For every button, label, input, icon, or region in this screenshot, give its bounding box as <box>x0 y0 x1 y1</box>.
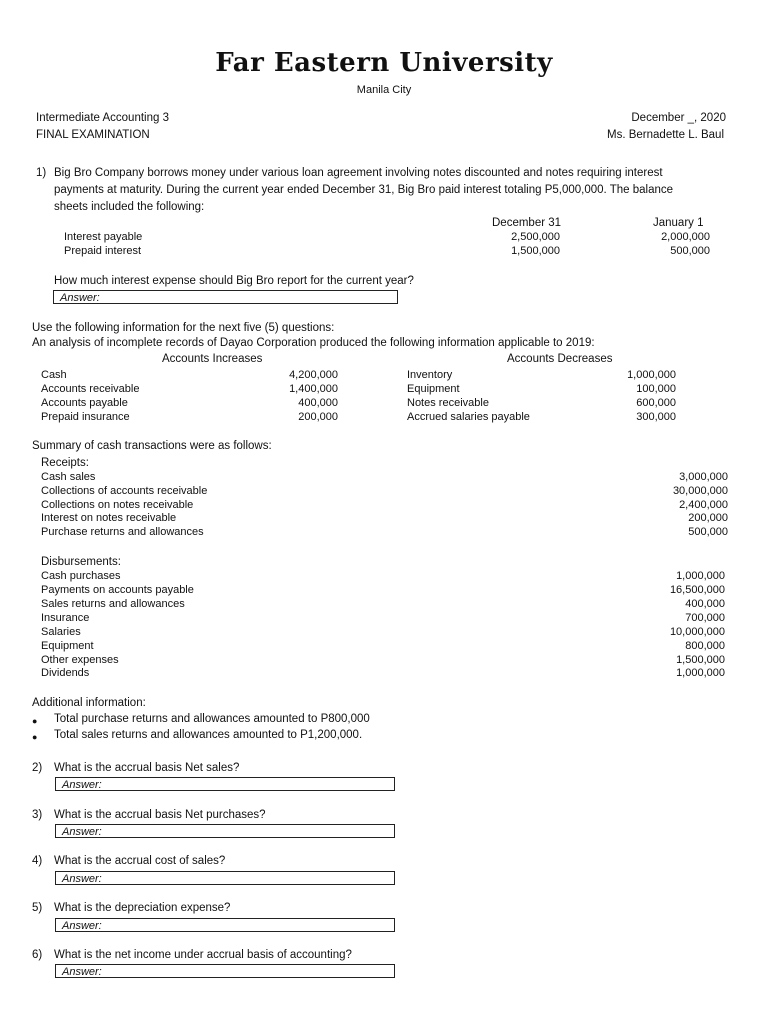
disbursement-value: 400,000 <box>685 598 725 610</box>
disbursement-value: 16,500,000 <box>669 584 725 596</box>
disbursement-value: 700,000 <box>685 612 725 624</box>
disbursement-value: 1,000,000 <box>676 570 725 582</box>
q1-answer-field[interactable]: Answer: <box>53 290 398 304</box>
disbursement-label: Dividends <box>41 667 90 679</box>
receipts-header: Receipts: <box>41 457 89 469</box>
disbursement-label: Sales returns and allowances <box>41 598 185 610</box>
decrease-value: 100,000 <box>636 383 676 395</box>
q1-row-jan1: 2,000,000 <box>661 231 710 243</box>
receipt-value: 3,000,000 <box>679 471 728 483</box>
disbursement-value: 1,500,000 <box>676 654 725 666</box>
receipt-value: 30,000,000 <box>672 485 728 497</box>
q1-col-dec31: December 31 <box>492 217 562 229</box>
q4-answer-field[interactable]: Answer: <box>55 871 395 885</box>
receipt-value: 500,000 <box>688 526 728 538</box>
receipt-value: 200,000 <box>688 512 728 524</box>
receipt-label: Purchase returns and allowances <box>41 526 204 538</box>
increase-label: Accounts payable <box>41 397 128 409</box>
university-title: Far Eastern University <box>215 48 553 78</box>
q1-row-label: Prepaid interest <box>64 245 142 257</box>
q6-answer-field[interactable]: Answer: <box>55 964 395 978</box>
disbursement-label: Equipment <box>41 640 94 652</box>
exam-date: December _, 2020 <box>631 112 726 124</box>
disbursements-header: Disbursements: <box>41 556 121 568</box>
decreases-header: Accounts Decreases <box>507 353 613 365</box>
disbursement-label: Insurance <box>41 612 90 624</box>
increase-value: 4,200,000 <box>289 369 338 381</box>
q3-number: 3) <box>32 809 43 821</box>
disbursement-label: Cash purchases <box>41 570 121 582</box>
decrease-value: 300,000 <box>636 411 676 423</box>
receipt-value: 2,400,000 <box>679 499 728 511</box>
q1-question: How much interest expense should Big Bro report for the current year? <box>54 275 414 287</box>
q3-answer-field[interactable]: Answer: <box>55 824 395 838</box>
receipt-label: Interest on notes receivable <box>41 512 177 524</box>
disbursement-value: 1,000,000 <box>676 667 725 679</box>
info-heading: Use the following information for the next five (5) questions: <box>32 322 335 334</box>
q1-text-line1: Big Bro Company borrows money under various loan agreement involving notes discounted and notes requiring interest <box>54 167 663 179</box>
increase-label: Prepaid insurance <box>41 411 130 423</box>
increase-value: 1,400,000 <box>289 383 338 395</box>
disbursement-label: Other expenses <box>41 654 119 666</box>
q1-number: 1) <box>36 167 47 179</box>
q1-text-line2: payments at maturity. During the current year ended December 31, Big Bro paid interest totaling P5,000,000. The balance <box>54 184 674 196</box>
q1-row-dec31: 2,500,000 <box>511 231 560 243</box>
q6-number: 6) <box>32 949 43 961</box>
q4-text: What is the accrual cost of sales? <box>54 855 226 867</box>
decrease-label: Notes receivable <box>407 397 489 409</box>
q2-number: 2) <box>32 762 43 774</box>
decrease-label: Equipment <box>407 383 460 395</box>
decrease-value: 1,000,000 <box>627 369 676 381</box>
q5-text: What is the depreciation expense? <box>54 902 231 914</box>
increase-label: Accounts receivable <box>41 383 140 395</box>
course-name: Intermediate Accounting 3 <box>36 112 169 124</box>
q3-text: What is the accrual basis Net purchases? <box>54 809 266 821</box>
q1-row-dec31: 1,500,000 <box>511 245 560 257</box>
increase-value: 400,000 <box>298 397 338 409</box>
q1-text-line3: sheets included the following: <box>54 201 205 213</box>
increase-label: Cash <box>41 369 67 381</box>
exam-title: FINAL EXAMINATION <box>36 129 150 141</box>
q1-row-label: Interest payable <box>64 231 143 243</box>
q5-number: 5) <box>32 902 43 914</box>
receipt-label: Collections on notes receivable <box>41 499 194 511</box>
bullet-icon: ● <box>32 716 38 726</box>
q2-answer-field[interactable]: Answer: <box>55 777 395 791</box>
q4-number: 4) <box>32 855 43 867</box>
decrease-label: Inventory <box>407 369 453 381</box>
decrease-value: 600,000 <box>636 397 676 409</box>
disbursement-label: Payments on accounts payable <box>41 584 194 596</box>
info-intro: An analysis of incomplete records of Dayao Corporation produced the following information applicable to 2019: <box>32 337 595 349</box>
increase-value: 200,000 <box>298 411 338 423</box>
receipt-label: Cash sales <box>41 471 96 483</box>
summary-intro: Summary of cash transactions were as follows: <box>32 440 272 452</box>
q1-row-jan1: 500,000 <box>670 245 710 257</box>
q5-answer-field[interactable]: Answer: <box>55 918 395 932</box>
additional-header: Additional information: <box>32 697 146 709</box>
additional-item: Total sales returns and allowances amounted to P1,200,000. <box>54 729 363 741</box>
disbursement-value: 800,000 <box>685 640 725 652</box>
increases-header: Accounts Increases <box>162 353 263 365</box>
bullet-icon: ● <box>32 732 38 742</box>
additional-item: Total purchase returns and allowances amounted to P800,000 <box>54 713 370 725</box>
city: Manila City <box>356 84 412 96</box>
disbursement-value: 10,000,000 <box>669 626 725 638</box>
disbursement-label: Salaries <box>41 626 81 638</box>
q1-col-jan1: January 1 <box>653 217 704 229</box>
receipt-label: Collections of accounts receivable <box>41 485 208 497</box>
decrease-label: Accrued salaries payable <box>407 411 530 423</box>
instructor-name: Ms. Bernadette L. Baul <box>607 129 724 141</box>
q2-text: What is the accrual basis Net sales? <box>54 762 240 774</box>
q6-text: What is the net income under accrual basis of accounting? <box>54 949 352 961</box>
